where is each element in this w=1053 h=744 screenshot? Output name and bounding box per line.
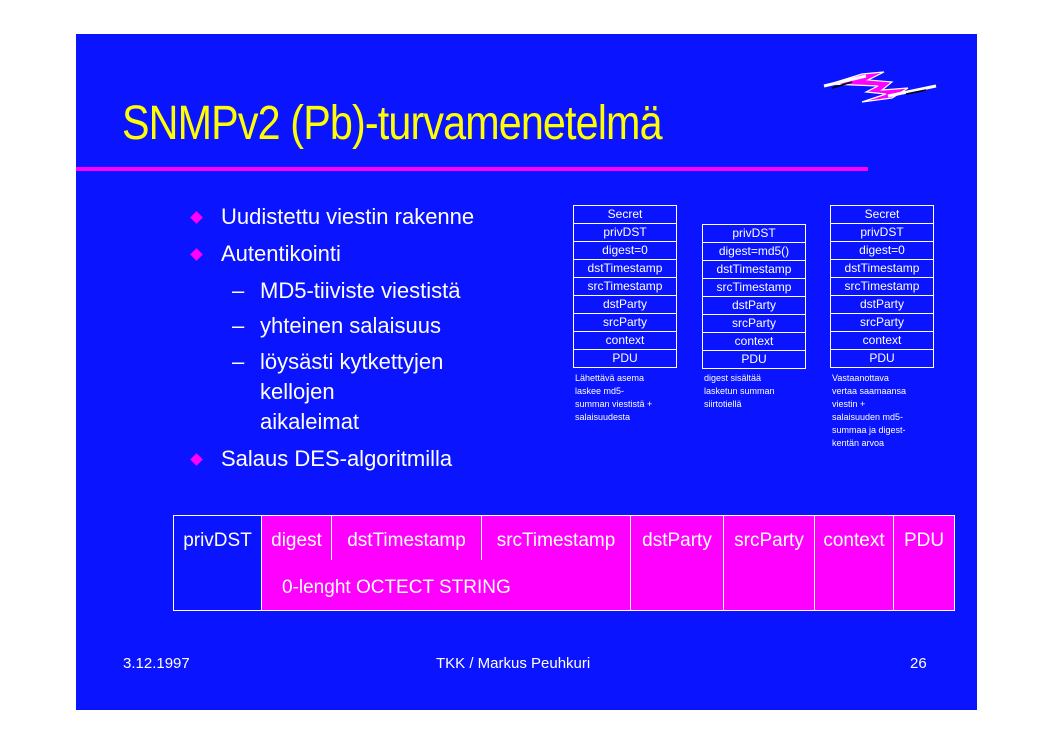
dash-icon: – <box>232 349 245 374</box>
note-line: Vastaanottava <box>832 373 889 383</box>
bar-segment-label: dstTimestamp <box>347 530 466 551</box>
stack-field: srcParty <box>702 315 806 333</box>
note-line: Lähettävä asema <box>575 373 645 383</box>
zigzag-logo-icon <box>822 68 938 108</box>
bar-segment-label: digest <box>271 530 322 551</box>
note-line: salaisuudesta <box>575 412 631 422</box>
stack-field: dstTimestamp <box>573 260 677 278</box>
stack-field: dstParty <box>830 296 934 314</box>
stack-field: privDST <box>573 224 677 242</box>
footer-author: TKK / Markus Peuhkuri <box>436 655 591 672</box>
stack-field: context <box>830 332 934 350</box>
note-line: lasketun summan <box>704 386 775 396</box>
stack-field: privDST <box>830 224 934 242</box>
stack-field: Secret <box>830 205 934 224</box>
sub-bullet-item: yhteinen salaisuus <box>260 313 442 338</box>
bar-segment-label: PDU <box>903 530 945 551</box>
sender-field-stack <box>573 205 677 368</box>
note-line: laskee md5- <box>575 386 625 396</box>
bullet-item: Uudistettu viestin rakenne <box>221 204 475 229</box>
note-line: summaa ja digest- <box>832 425 906 435</box>
stack-field: privDST <box>702 224 806 243</box>
bar-segment-label: context <box>823 530 885 551</box>
receiver-field-stack <box>830 205 934 368</box>
title-divider <box>76 167 868 171</box>
note-line: viestin + <box>832 399 866 409</box>
bar-segment-context <box>814 515 894 611</box>
bar-segment-label: srcTimestamp <box>496 530 616 551</box>
footer-date: 3.12.1997 <box>123 655 190 672</box>
bar-segment-dstparty <box>630 515 724 611</box>
stack-field: dstParty <box>702 297 806 315</box>
stack-field: context <box>573 332 677 350</box>
bullet-item: Autentikointi <box>221 241 341 266</box>
note-line: siirtotiellä <box>704 399 742 409</box>
bar-segment-label: privDST <box>183 530 252 551</box>
stack-field: srcTimestamp <box>830 278 934 296</box>
stack-field: srcParty <box>573 314 677 332</box>
bar-segment-privdst <box>173 515 262 611</box>
bar-segment-label: dstParty <box>642 530 712 551</box>
sub-bullet-item-line: kellojen <box>260 379 335 404</box>
sub-bullet-item-line: löysästi kytkettyjen <box>260 349 444 374</box>
note-line: digest sisältää <box>704 373 762 383</box>
stack-field: dstTimestamp <box>702 261 806 279</box>
stack-field: digest=0 <box>830 242 934 260</box>
bullet-item: Salaus DES-algoritmilla <box>221 446 453 471</box>
transit-note <box>704 372 812 411</box>
note-line: vertaa saamaansa <box>832 386 907 396</box>
stack-field: digest=md5() <box>702 243 806 261</box>
stack-field: PDU <box>573 350 677 368</box>
receiver-note <box>832 372 940 450</box>
stack-field: dstTimestamp <box>830 260 934 278</box>
page-title: SNMPv2 (Pb)-turvamenetelmä <box>122 97 662 150</box>
stack-field: Secret <box>573 205 677 224</box>
note-line: kentän arvoa <box>832 438 885 448</box>
stack-field: PDU <box>830 350 934 368</box>
bar-segment-srcparty <box>723 515 815 611</box>
bar-subtext: 0-lenght OCTECT STRING <box>282 577 511 598</box>
stack-field: srcTimestamp <box>573 278 677 296</box>
stack-field: digest=0 <box>573 242 677 260</box>
bar-segment-label: srcParty <box>734 530 804 551</box>
note-line: summan viestistä + <box>575 399 653 409</box>
footer-page-number: 26 <box>910 655 927 672</box>
sub-bullet-item-line: aikaleimat <box>260 409 360 434</box>
dash-icon: – <box>232 278 245 303</box>
stack-field: context <box>702 333 806 351</box>
stack-field: dstParty <box>573 296 677 314</box>
note-line: salaisuuden md5- <box>832 412 904 422</box>
bar-segment-pdu <box>893 515 955 611</box>
sub-bullet-item: MD5-tiiviste viestistä <box>260 278 461 303</box>
transit-field-stack <box>702 224 806 369</box>
stack-field: PDU <box>702 351 806 369</box>
stack-field: srcTimestamp <box>702 279 806 297</box>
sender-note <box>575 372 683 424</box>
stack-field: srcParty <box>830 314 934 332</box>
dash-icon: – <box>232 313 245 338</box>
